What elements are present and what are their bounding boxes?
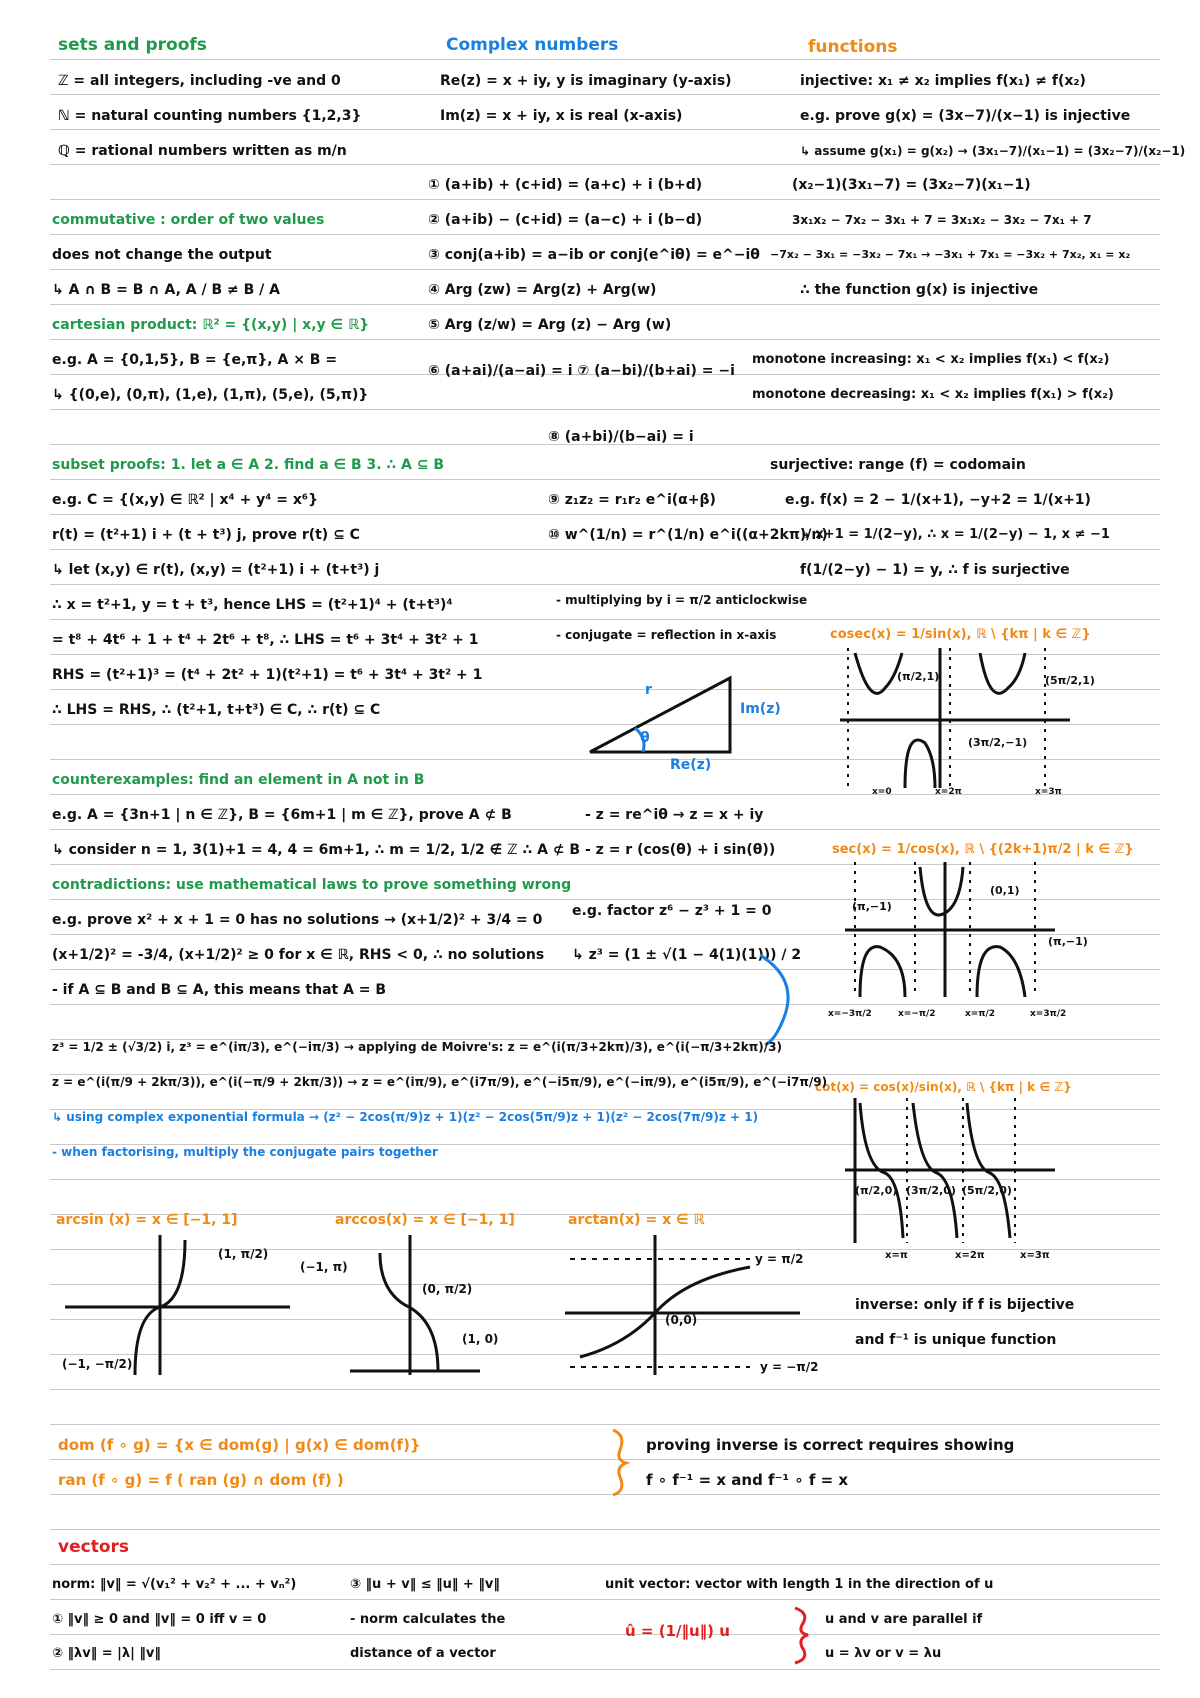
demoivre-line: z³ = 1/2 ± (√3/2) i, z³ = e^(iπ/3), e^(−iπ/3) → applying de Moivre's: z = e^(i(π/3+2kπ)/3), e^(i(−π/3+2kπ)/3): [52, 1040, 782, 1054]
note-line: ↳ z³ = (1 ± √(1 − 4(1)(1))) / 2: [572, 947, 802, 963]
surjective-line: surjective: range (f) = codomain: [770, 457, 1026, 473]
monotone-increasing-line: monotone increasing: x₁ < x₂ implies f(x₁) < f(x₂): [752, 352, 1110, 367]
note-line: - z = re^iθ → z = x + iy: [585, 807, 764, 823]
counterexamples-line: counterexamples: find an element in A not in B: [52, 772, 425, 788]
note-line: Im(z) = x + iy, x is real (x-axis): [440, 108, 683, 124]
arccos-point-label: (1, 0): [462, 1332, 499, 1346]
note-line: e.g. f(x) = 2 − 1/(x+1), −y+2 = 1/(x+1): [785, 492, 1091, 508]
note-line: f(1/(2−y) − 1) = y, ∴ f is surjective: [800, 562, 1070, 578]
inverse-line: inverse: only if f is bijective: [855, 1297, 1075, 1313]
norm-line: norm: ‖v‖ = √(v₁² + v₂² + ... + vₙ²): [52, 1577, 297, 1592]
note-line: ↳ {(0,e), (0,π), (1,e), (1,π), (5,e), (5,π)}: [52, 387, 369, 403]
cot-graph: [845, 1098, 1065, 1248]
demoivre-line: - when factorising, multiply the conjugate pairs together: [52, 1145, 438, 1159]
cot-point-label: (5π/2,0): [962, 1184, 1012, 1197]
commutative-line: commutative : order of two values: [52, 212, 325, 228]
bracket-curve: [755, 950, 815, 1050]
note-line: Re(z) = x + iy, y is imaginary (y-axis): [440, 73, 732, 89]
sec-point-label: (π,−1): [1048, 935, 1088, 948]
arccos-point-label: (−1, π): [300, 1260, 348, 1274]
unit-vector-formula: û = (1/‖u‖) u: [625, 1622, 730, 1640]
note-line: −7x₂ − 3x₁ = −3x₂ − 7x₁ → −3x₁ + 7x₁ = −3x₂ + 7x₂, x₁ = x₂: [770, 248, 1131, 261]
arcsin-point-label: (1, π/2): [218, 1247, 269, 1261]
note-line: RHS = (t²+1)³ = (t⁴ + 2t² + 1)(t²+1) = t⁶ + 3t⁴ + 3t² + 1: [52, 667, 483, 683]
arccos-title: arccos(x) = x ∈ [−1, 1]: [335, 1212, 515, 1228]
triangle-angle-label: θ: [640, 730, 650, 746]
note-line: = t⁸ + 4t⁶ + 1 + t⁴ + 2t⁶ + t⁸, ∴ LHS = t⁶ + 3t⁴ + 3t² + 1: [52, 632, 479, 648]
arccos-graph: [350, 1235, 490, 1380]
sec-point-label: (π,−1): [852, 900, 892, 913]
note-line: ↳ consider n = 1, 3(1)+1 = 4, 4 = 6m+1, ∴ m = 1/2, 1/2 ∉ ℤ ∴ A ⊄ B: [52, 842, 581, 858]
norm-property: ② ‖λv‖ = |λ| ‖v‖: [52, 1646, 161, 1661]
triangle-adj-label: Re(z): [670, 757, 712, 773]
arctan-title: arctan(x) = x ∈ ℝ: [568, 1212, 705, 1228]
note-line: ↳ x+1 = 1/(2−y), ∴ x = 1/(2−y) − 1, x ≠ −1: [800, 527, 1110, 542]
note-line: distance of a vector: [350, 1646, 496, 1661]
sets-heading: sets and proofs: [58, 35, 207, 55]
note-line: ↳ assume g(x₁) = g(x₂) → (3x₁−7)/(x₁−1) = (3x₂−7)/(x₂−1): [800, 144, 1186, 158]
arctan-asymptote-label: y = π/2: [755, 1252, 804, 1266]
demoivre-line: ↳ using complex exponential formula → (z² − 2cos(π/9)z + 1)(z² − 2cos(5π/9)z + 1)(z² − 2cos(7π/9)z + 1): [52, 1110, 759, 1124]
composite-domain-line: dom (f ∘ g) = {x ∈ dom(g) | g(x) ∈ dom(f)}: [58, 1436, 421, 1454]
cosec-x-label: x=2π: [935, 787, 962, 797]
complex-rule: ② (a+ib) − (c+id) = (a−c) + i (b−d): [428, 212, 703, 228]
arccos-point-label: (0, π/2): [422, 1282, 473, 1296]
note-line: - z = r (cos(θ) + i sin(θ)): [585, 842, 776, 858]
cot-x-label: x=π: [885, 1250, 908, 1261]
arctan-asymptote-label: y = −π/2: [760, 1360, 819, 1374]
note-line: - multiplying by i = π/2 anticlockwise: [556, 593, 808, 607]
note-line: ℤ = all integers, including -ve and 0: [58, 73, 341, 89]
brace: [608, 1425, 633, 1500]
unit-vector-line: unit vector: vector with length 1 in the direction of u: [605, 1577, 994, 1592]
note-line: ℚ = rational numbers written as m/n: [58, 143, 347, 159]
complex-heading: Complex numbers: [446, 35, 619, 55]
cosec-x-label: x=0: [872, 787, 892, 797]
sec-x-label: x=−3π/2: [828, 1009, 872, 1019]
cosec-point-label: (5π/2,1): [1045, 674, 1095, 687]
demoivre-line: z = e^(i(π/9 + 2kπ/3)), e^(i(−π/9 + 2kπ/3)) → z = e^(iπ/9), e^(i7π/9), e^(−i5π/9), e^(−iπ/9), e^(i5π/9), e^(−i7π/9): [52, 1075, 828, 1089]
note-line: ℕ = natural counting numbers {1,2,3}: [58, 108, 362, 124]
parallel-line: u and v are parallel if: [825, 1612, 983, 1627]
subset-line: subset proofs: 1. let a ∈ A 2. find a ∈ B 3. ∴ A ⊆ B: [52, 457, 445, 473]
sec-graph: [845, 862, 1075, 1002]
cosec-point-label: (π/2,1): [897, 670, 940, 683]
cot-point-label: (3π/2,0): [906, 1184, 956, 1197]
note-line: e.g. A = {0,1,5}, B = {e,π}, A × B =: [52, 352, 338, 368]
composite-range-line: ran (f ∘ g) = f ( ran (g) ∩ dom (f) ): [58, 1471, 344, 1489]
note-line: r(t) = (t²+1) i + (t + t³) j, prove r(t) ⊆ C: [52, 527, 360, 543]
complex-rule: ⑩ w^(1/n) = r^(1/n) e^i((α+2kπ)/n): [548, 527, 828, 543]
note-line: - if A ⊆ B and B ⊆ A, this means that A = B: [52, 982, 387, 998]
complex-rule: ⑤ Arg (z/w) = Arg (z) − Arg (w): [428, 317, 672, 333]
triangle-opp-label: Im(z): [740, 701, 781, 717]
cosec-title: cosec(x) = 1/sin(x), ℝ \ {kπ | k ∈ ℤ}: [830, 627, 1091, 642]
vectors-heading: vectors: [58, 1537, 129, 1557]
cosec-x-label: x=3π: [1035, 787, 1062, 797]
note-line: - conjugate = reflection in x-axis: [556, 628, 777, 642]
note-line: e.g. factor z⁶ − z³ + 1 = 0: [572, 903, 772, 919]
monotone-decreasing-line: monotone decreasing: x₁ < x₂ implies f(x₁) > f(x₂): [752, 387, 1114, 402]
norm-property: ① ‖v‖ ≥ 0 and ‖v‖ = 0 iff v = 0: [52, 1612, 267, 1627]
sec-x-label: x=π/2: [965, 1009, 996, 1019]
complex-rule: ③ conj(a+ib) = a−ib or conj(e^iθ) = e^−iθ: [428, 247, 760, 263]
parallel-line: u = λv or v = λu: [825, 1646, 942, 1661]
note-line: (x+1/2)² = -3/4, (x+1/2)² ≥ 0 for x ∈ ℝ, RHS < 0, ∴ no solutions: [52, 947, 545, 963]
contradictions-line: contradictions: use mathematical laws to prove something wrong: [52, 877, 572, 893]
sec-point-label: (0,1): [990, 884, 1020, 897]
cot-x-label: x=3π: [1020, 1250, 1050, 1261]
cosec-graph: [840, 648, 1080, 793]
cartesian-line: cartesian product: ℝ² = {(x,y) | x,y ∈ ℝ}: [52, 317, 370, 333]
note-line: e.g. C = {(x,y) ∈ ℝ² | x⁴ + y⁴ = x⁶}: [52, 492, 319, 508]
functions-heading: functions: [808, 37, 898, 57]
complex-rule: ⑧ (a+bi)/(b−ai) = i: [548, 429, 694, 445]
complex-rule: ④ Arg (zw) = Arg(z) + Arg(w): [428, 282, 657, 298]
note-line: ↳ let (x,y) ∈ r(t), (x,y) = (t²+1) i + (t+t³) j: [52, 562, 380, 578]
sec-title: sec(x) = 1/cos(x), ℝ \ {(2k+1)π/2 | k ∈ ℤ}: [832, 842, 1134, 857]
note-line: (x₂−1)(3x₁−7) = (3x₂−7)(x₁−1): [792, 177, 1031, 193]
complex-rule: ⑨ z₁z₂ = r₁r₂ e^i(α+β): [548, 492, 716, 508]
note-line: ∴ x = t²+1, y = t + t³, hence LHS = (t²+1)⁴ + (t+t³)⁴: [52, 597, 453, 613]
inverse-proof-line: proving inverse is correct requires showing: [646, 1436, 1015, 1454]
sec-x-label: x=3π/2: [1030, 1009, 1067, 1019]
brace: [790, 1605, 815, 1665]
triangle-hyp-label: r: [645, 682, 652, 698]
arcsin-point-label: (−1, −π/2): [62, 1357, 133, 1371]
cot-x-label: x=2π: [955, 1250, 985, 1261]
note-line: and f⁻¹ is unique function: [855, 1332, 1057, 1348]
note-line: e.g. prove x² + x + 1 = 0 has no solutions → (x+1/2)² + 3/4 = 0: [52, 912, 543, 928]
sec-x-label: x=−π/2: [898, 1009, 936, 1019]
note-line: e.g. A = {3n+1 | n ∈ ℤ}, B = {6m+1 | m ∈ ℤ}, prove A ⊄ B: [52, 807, 512, 823]
complex-rule: ① (a+ib) + (c+id) = (a+c) + i (b+d): [428, 177, 703, 193]
arctan-point-label: (0,0): [665, 1313, 698, 1327]
note-line: ∴ the function g(x) is injective: [800, 282, 1039, 298]
note-line: - norm calculates the: [350, 1612, 506, 1627]
note-line: ↳ A ∩ B = B ∩ A, A / B ≠ B / A: [52, 282, 280, 298]
cot-point-label: (π/2,0): [855, 1184, 898, 1197]
note-line: 3x₁x₂ − 7x₂ − 3x₁ + 7 = 3x₁x₂ − 3x₂ − 7x₁ + 7: [792, 213, 1092, 227]
complex-rule: ⑥ (a+ai)/(a−ai) = i ⑦ (a−bi)/(b+ai) = −i: [428, 363, 735, 379]
cot-title: cot(x) = cos(x)/sin(x), ℝ \ {kπ | k ∈ ℤ}: [815, 1080, 1072, 1094]
note-line: does not change the output: [52, 247, 272, 263]
cosec-point-label: (3π/2,−1): [968, 736, 1028, 749]
injective-line: injective: x₁ ≠ x₂ implies f(x₁) ≠ f(x₂): [800, 73, 1086, 89]
inverse-proof-line: f ∘ f⁻¹ = x and f⁻¹ ∘ f = x: [646, 1471, 849, 1489]
norm-property: ③ ‖u + v‖ ≤ ‖u‖ + ‖v‖: [350, 1577, 500, 1592]
arcsin-title: arcsin (x) = x ∈ [−1, 1]: [56, 1212, 238, 1228]
note-line: ∴ LHS = RHS, ∴ (t²+1, t+t³) ∈ C, ∴ r(t) ⊆ C: [52, 702, 381, 718]
note-line: e.g. prove g(x) = (3x−7)/(x−1) is injective: [800, 108, 1131, 124]
